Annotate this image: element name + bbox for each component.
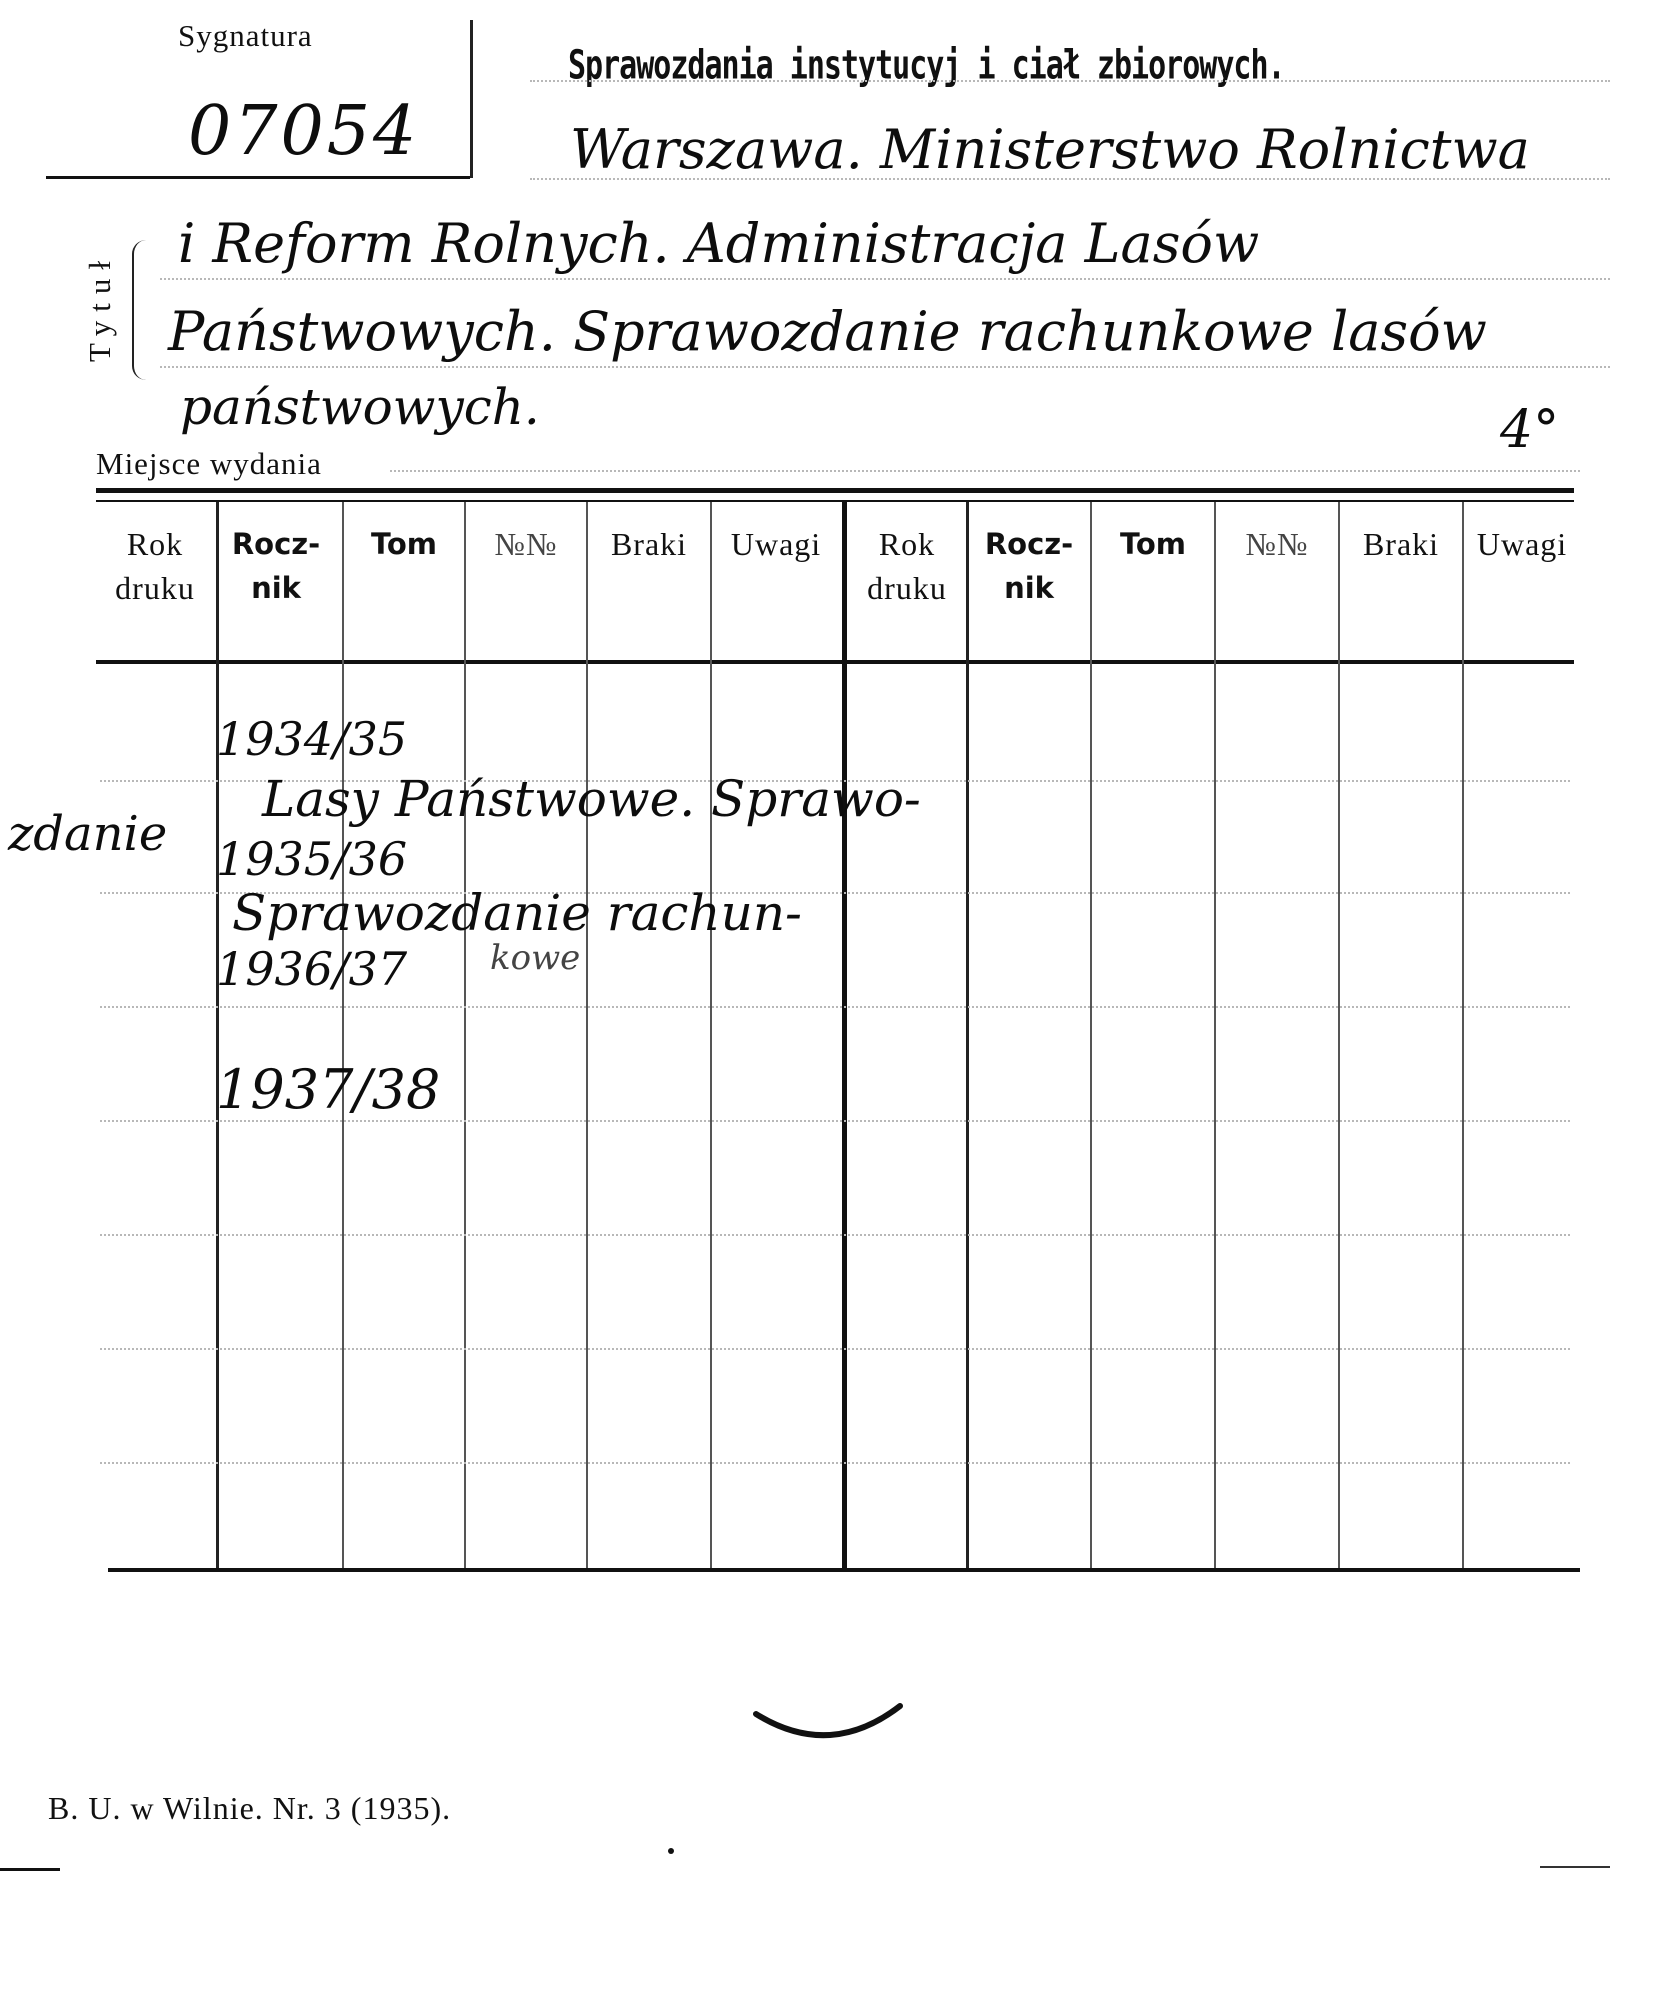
col-divider — [342, 502, 344, 1568]
table-top-rule-thin — [96, 500, 1574, 502]
edge-mark-right — [1540, 1866, 1610, 1868]
title-line-4: państwowych. — [180, 378, 540, 436]
title-label: Tytuł — [82, 252, 117, 362]
row-guide — [100, 1234, 1570, 1236]
title-line-1-dots — [530, 178, 1610, 180]
col-header-rok-druku: Rok druku — [115, 526, 195, 606]
col-divider — [586, 502, 588, 1568]
category-stamp: Sprawozdania instytucyj i ciał zbiorowych. — [568, 42, 1285, 90]
format-mark: 4° — [1500, 400, 1560, 460]
table-bottom-rule — [108, 1568, 1580, 1572]
edge-mark-left — [0, 1868, 60, 1871]
sygnatura-value: 07054 — [188, 92, 420, 171]
col-divider — [1214, 502, 1216, 1568]
col-header-tom: Tom — [370, 527, 438, 561]
entry-rocznik-2: 1935/36 — [216, 832, 408, 886]
entry-rocznik-4: 1937/38 — [216, 1058, 441, 1121]
sygnatura-underline — [46, 176, 470, 179]
table-center-divider — [842, 502, 847, 1568]
col-header-braki: Braki — [610, 526, 688, 562]
title-brace — [132, 240, 150, 380]
entry-rocznik-1: 1934/35 — [216, 712, 408, 766]
col-divider — [464, 502, 466, 1568]
curve-mark — [750, 1700, 910, 1760]
place-label: Miejsce wydania — [96, 446, 322, 481]
entry-note-3: kowe — [490, 938, 581, 978]
col-header-uwagi-2: Uwagi — [1476, 526, 1568, 562]
table-header-rule — [96, 660, 1574, 664]
title-line-2: i Reform Rolnych. Administracja Lasów — [178, 212, 1260, 275]
col-header-numbers: №№ — [494, 526, 558, 562]
table-top-rule — [96, 488, 1574, 493]
col-divider — [216, 502, 219, 1568]
entry-note-1: Lasy Państwowe. Sprawo- — [262, 770, 921, 828]
col-header-rocznik: Rocz- nik — [231, 527, 321, 605]
col-divider — [1090, 502, 1092, 1568]
col-divider — [1462, 502, 1464, 1568]
printer-note: B. U. w Wilnie. Nr. 3 (1935). — [48, 1790, 452, 1826]
sygnatura-divider — [470, 20, 473, 178]
title-line-2-dots — [160, 278, 1610, 280]
title-line-1: Warszawa. Ministerstwo Rolnictwa — [570, 118, 1530, 181]
entry-rocznik-3: 1936/37 — [216, 942, 408, 996]
col-header-rok-druku-2: Rok druku — [867, 526, 947, 606]
row-guide — [100, 1006, 1570, 1008]
row-guide — [100, 1348, 1570, 1350]
col-divider — [1338, 502, 1340, 1568]
place-dots — [390, 470, 1580, 472]
col-header-tom-2: Tom — [1119, 527, 1187, 561]
margin-note: zdanie — [8, 806, 168, 862]
col-header-numbers-2: №№ — [1245, 526, 1309, 562]
col-header-uwagi: Uwagi — [730, 526, 822, 562]
col-header-rocznik-2: Rocz- nik — [984, 527, 1074, 605]
sygnatura-label: Sygnatura — [178, 18, 313, 53]
col-divider — [966, 502, 969, 1568]
title-line-3-dots — [160, 366, 1610, 368]
row-guide — [100, 1462, 1570, 1464]
col-header-braki-2: Braki — [1362, 526, 1440, 562]
col-divider — [710, 502, 712, 1568]
title-line-3: Państwowych. Sprawozdanie rachunkowe lasów — [168, 300, 1487, 363]
ink-dot — [668, 1848, 674, 1854]
entry-note-2: Sprawozdanie rachun- — [232, 884, 802, 942]
stamp-dotted-line — [530, 80, 1610, 82]
